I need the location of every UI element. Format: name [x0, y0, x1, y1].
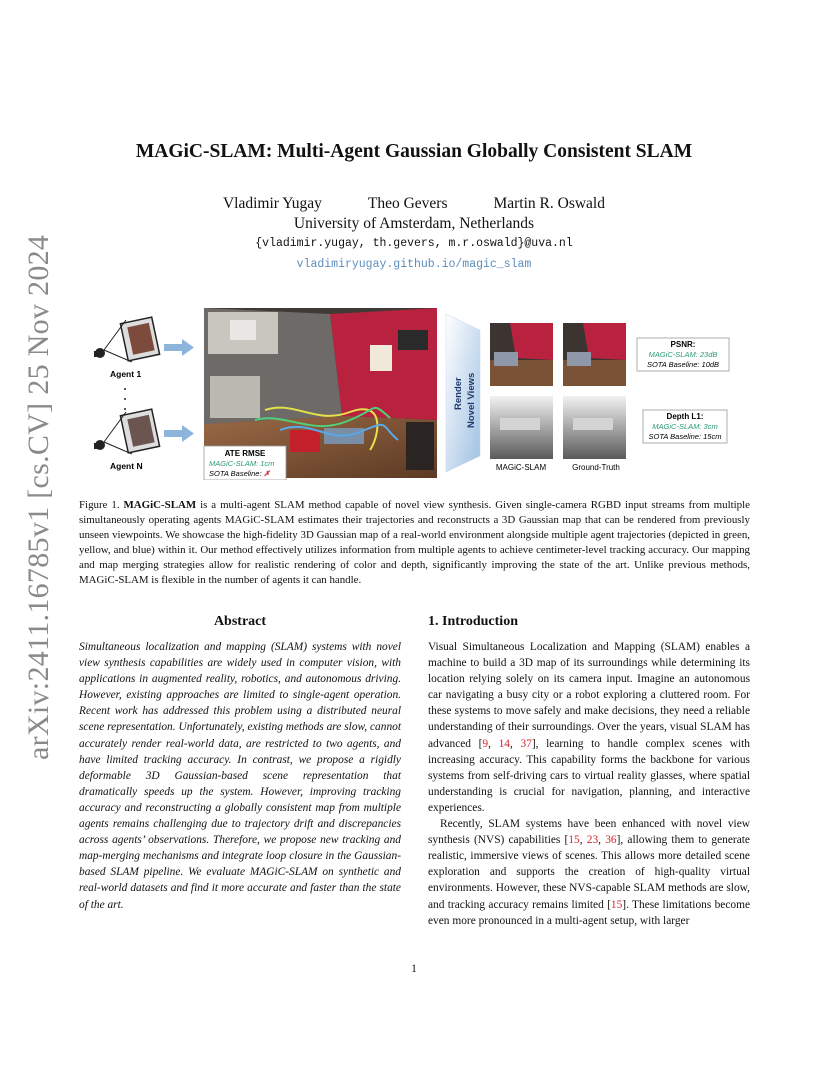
paper-title: MAGiC-SLAM: Multi-Agent Gaussian Globally Consistent SLAM — [135, 141, 693, 162]
depth-title: Depth L1: — [666, 412, 704, 421]
rendered-depth-image — [490, 396, 553, 459]
ground-truth-depth-image — [563, 396, 626, 459]
render-label: Render — [453, 377, 464, 410]
ate-sota-fail-mark: ✗ — [263, 469, 270, 478]
depth-sota-value: SOTA Baseline: 15cm — [648, 432, 722, 441]
affiliation: University of Amsterdam, Netherlands — [293, 215, 535, 232]
author-list — [0, 195, 828, 213]
ate-sota-value: SOTA Baseline: ✗ — [209, 469, 270, 478]
author-name: Vladimir Yugay — [222, 195, 322, 212]
figure-1 — [80, 300, 760, 480]
col-label-ours: MAGiC-SLAM — [495, 463, 547, 472]
caption-prefix: Figure 1. — [79, 499, 124, 511]
agent-camera-icon — [94, 409, 160, 454]
rendered-color-image — [490, 323, 553, 386]
author-name: Theo Gevers — [367, 195, 448, 212]
novel-views-label: Novel Views — [466, 372, 477, 428]
psnr-ours-value: MAGiC-SLAM: 23dB — [648, 350, 718, 359]
ate-title: ATE RMSE — [224, 449, 266, 458]
col-label-gt: Ground-Truth — [572, 463, 620, 472]
figure-caption — [79, 498, 750, 588]
caption-bold: MAGiC-SLAM — [123, 499, 197, 511]
agent-1-label: Agent 1 — [110, 369, 142, 379]
abstract-heading: Abstract — [213, 614, 267, 629]
psnr-title: PSNR: — [670, 340, 696, 349]
abstract-text: Simultaneous localization and mapping (SLAM) systems with novel view synthesis capabilities are widely used in computer vision, with applications in augmented reality, robotics, and autonomous driving. However, existing approaches are limited to single-agent operation. Recent work has addressed this problem using a distributed neural scene representation. Unfortunately, existing methods are slow, cannot accurately render real-world data, are restricted to two agents, and have limited tracking accuracy. In contrast, we propose a rigidly deformable 3D Gaussian-based scene representation that dramatically speeds up the system. However, improving tracking accuracy and reconstructing a globally consistent map from multiple agents remains challenging due to trajectory drift and discrepancies across agents’ observations. Therefore, we propose new tracking and map-merging mechanisms and integrate loop closure in the Gaussian-based SLAM pipeline. We evaluate MAGiC-SLAM on synthetic and real-world datasets and find it more accurate and faster than the state of the art. — [79, 641, 401, 911]
page-number: 1 — [411, 963, 417, 975]
intro-paragraph: Recently, SLAM systems have been enhanced with novel view synthesis (NVS) capabilities [15, 23, 36], allowing them to generate realistic, immersive views of scenes. This allows more detailed scene exploration and supports the creation of high-quality virtual environments. However, these NVS-capable SLAM methods are slow, and tracking accuracy remains limited [15]. These limitations become even more pronounced in a multi-agent setup, with larger — [428, 818, 750, 927]
ground-truth-color-image — [563, 323, 626, 386]
arxiv-stamp: arXiv:2411.16785v1 [cs.CV] 25 Nov 2024 — [22, 234, 55, 760]
ate-ours-value: MAGiC-SLAM: 1cm — [209, 459, 275, 468]
citation-link[interactable]: 36 — [605, 834, 617, 847]
intro-paragraph: Visual Simultaneous Localization and Mapping (SLAM) enables a machine to build a 3D map of its surroundings while determining its location relying solely on its camera input. Imagine an autonomous car navigating a busy city or a robot exploring a cluttered room. For these systems to move safely and make decisions, they need a reliable understanding of their surroundings. Over the years, visual SLAM has advanced [9, 14, 37], learning to handle complex scenes with increasing accuracy. This capability forms the backbone for various systems from self-driving cars to virtual reality glasses, where spatial understanding is crucial for navigation, planning, and interactive experiences. — [428, 641, 750, 814]
project-link[interactable]: vladimiryugay.github.io/magic_slam — [296, 258, 532, 271]
author-emails: {vladimir.yugay, th.gevers, m.r.oswald}@uva.nl — [255, 237, 573, 250]
author-name: Martin R. Oswald — [493, 195, 605, 212]
input-arrow-icon — [164, 339, 194, 356]
depth-ours-value: MAGiC-SLAM: 3cm — [652, 422, 718, 431]
input-arrow-icon — [164, 425, 194, 442]
psnr-sota-value: SOTA Baseline: 10dB — [646, 360, 720, 369]
teaser-figure — [80, 300, 760, 480]
citation-link[interactable]: 14 — [498, 737, 510, 750]
agent-camera-icon — [94, 317, 160, 362]
caption-text: is a multi-agent SLAM method capable of novel view synthesis. Given single-camera RGBD input streams from multiple simultaneously operating agents MAGiC-SLAM estimates their trajectories and reconstructs a 3D Gaussian map that can be rendered from previously unseen viewpoints. We showcase the high-fidelity 3D Gaussian map of a real-world environment alongside multiple agent trajectories (depicted in green, yellow, and blue) within it. Our method effectively utilizes information from multiple agents to achieve centimeter-level tracking accuracy. Our mapping and map merging strategies allow for realistic rendering of color and depth, significantly improving the state of the art. Unlike previous methods, MAGiC-SLAM is flexible in the number of agents it can handle. — [79, 499, 750, 586]
citation-link[interactable]: 23 — [586, 834, 599, 847]
citation-link[interactable]: 15 — [610, 898, 623, 911]
intro-heading: 1. Introduction — [428, 614, 518, 629]
intro-text — [428, 639, 750, 929]
citation-link[interactable]: 37 — [520, 737, 532, 750]
agent-n-label: Agent N — [110, 461, 143, 471]
citation-link[interactable]: 15 — [568, 834, 580, 847]
citation-link[interactable]: 9 — [482, 737, 489, 750]
